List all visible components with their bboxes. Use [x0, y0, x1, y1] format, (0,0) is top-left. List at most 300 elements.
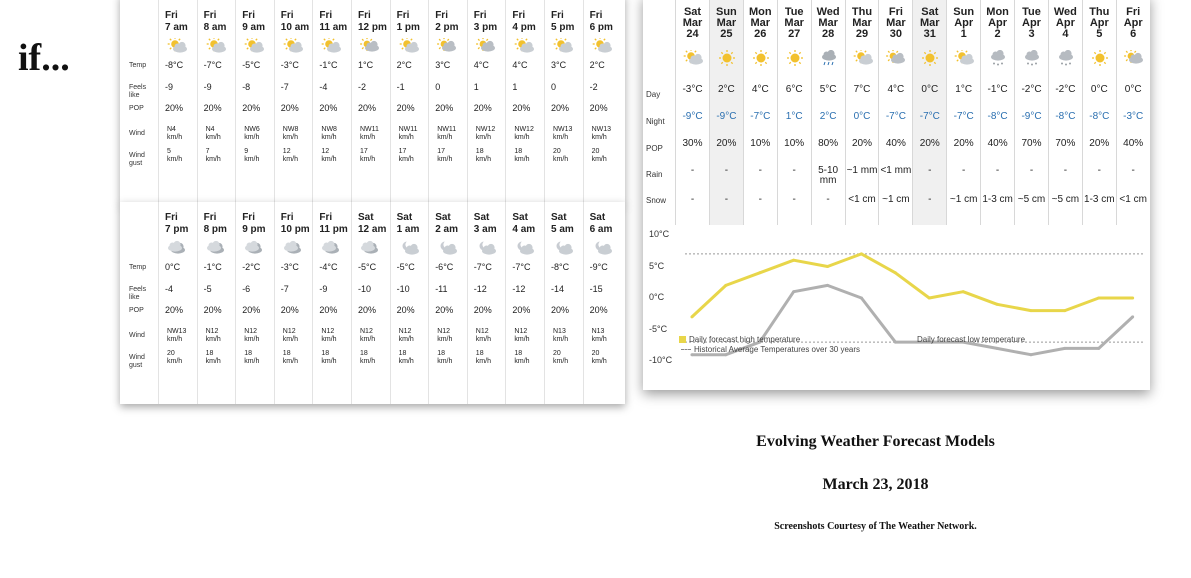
hour-wind-gust: 17 km/h: [398, 148, 414, 163]
hour-column: [390, 202, 428, 404]
hour-wind-gust: 18 km/h: [398, 350, 414, 365]
day-low: 1°C: [785, 111, 803, 122]
cloud-sun-icon: [475, 38, 497, 52]
hour-wind: NW6 km/h: [244, 126, 260, 141]
moon-cloud-icon: [436, 240, 458, 254]
sun-cloud-icon: [282, 38, 304, 52]
hour-pop: 20%: [319, 103, 338, 113]
row-label-gust: Wind gust: [129, 354, 145, 369]
row-label-temp: Temp: [129, 264, 147, 271]
day-low: -9°C: [682, 111, 703, 122]
hour-wind-gust: 7 km/h: [205, 148, 221, 163]
day-of-week: Wed: [1053, 6, 1077, 18]
moon-cloud-icon: [513, 240, 535, 254]
hour-pop: 20%: [165, 305, 184, 315]
hour-wind: NW13 km/h: [591, 126, 612, 141]
row-label-night: Night: [646, 117, 665, 126]
day-date: 25: [720, 28, 733, 40]
hour-feels-like: 1: [473, 82, 479, 92]
hour-feels-like: -9: [165, 82, 174, 92]
day-high: -3°C: [682, 84, 703, 95]
day-snow: ~5 cm: [1051, 194, 1080, 205]
cloudy-night-icon: [166, 240, 188, 254]
hour-wind-gust: 12 km/h: [282, 148, 298, 163]
y-tick-label: 5°C: [649, 260, 665, 271]
sun-cloud-icon: [513, 38, 535, 52]
hour-day: Sat: [473, 212, 490, 223]
hour-day: Sat: [435, 212, 451, 223]
hour-wind-gust: 17 km/h: [437, 148, 453, 163]
hour-wind-gust: 12 km/h: [321, 148, 337, 163]
cloud-sun-icon: [436, 38, 458, 52]
hour-wind-gust: 20 km/h: [553, 350, 569, 365]
high-temperature-point: [860, 252, 863, 255]
moon-cloud-icon: [475, 240, 497, 254]
hour-wind: N12 km/h: [244, 328, 260, 343]
cloudy-night-icon: [243, 240, 265, 254]
hour-temp: -6°C: [435, 262, 454, 272]
hour-day: Fri: [551, 10, 564, 21]
hour-wind-gust: 20 km/h: [591, 350, 607, 365]
hour-day: Sat: [358, 212, 374, 223]
day-low: -7°C: [953, 111, 974, 122]
day-low: -7°C: [919, 111, 940, 122]
hour-time: 12 am: [358, 224, 387, 235]
legend-low: Daily forecast low temperature: [917, 335, 1026, 344]
hour-column: [467, 0, 505, 204]
day-low: -3°C: [1123, 111, 1144, 122]
day-low: -9°C: [1021, 111, 1042, 122]
hour-time: 8 pm: [203, 224, 227, 235]
hour-day: Sat: [551, 212, 567, 223]
hour-wind: N4 km/h: [167, 126, 183, 141]
day-low: 2°C: [819, 111, 837, 122]
hour-column: [312, 0, 350, 204]
row-label-pop: POP: [646, 144, 663, 153]
hour-column: [390, 0, 428, 204]
hour-pop: 20%: [473, 305, 492, 315]
hour-wind: N12 km/h: [514, 328, 530, 343]
y-tick-label: -10°C: [649, 355, 673, 365]
hour-time: 7 am: [165, 22, 188, 33]
day-month: Apr: [1089, 17, 1109, 29]
hour-column: [235, 0, 273, 204]
high-temperature-point: [1131, 297, 1134, 300]
legend-high: Daily forecast high temperature: [679, 335, 800, 344]
low-temperature-point: [1131, 315, 1134, 318]
day-low: 0°C: [853, 111, 871, 122]
hour-wind: N12 km/h: [205, 328, 221, 343]
day-high: -2°C: [1021, 84, 1042, 95]
hour-wind-gust: 18 km/h: [437, 350, 453, 365]
day-rain: -: [1131, 165, 1135, 176]
day-of-week: Sat: [921, 6, 939, 18]
hour-feels-like: -10: [396, 284, 410, 294]
hour-column: [351, 202, 389, 404]
hour-wind: NW12 km/h: [475, 126, 496, 141]
hour-wind-gust: 20 km/h: [167, 350, 183, 365]
day-date: 27: [788, 28, 801, 40]
hour-temp: -7°C: [473, 262, 492, 272]
day-snow: -: [758, 194, 762, 205]
day-month: Mar: [682, 17, 703, 29]
day-snow: 1-3 cm: [1084, 194, 1115, 205]
high-temperature-point: [792, 259, 795, 262]
hour-pop: 20%: [551, 103, 570, 113]
hour-feels-like: 0: [435, 82, 441, 92]
hour-temp: 3°C: [435, 60, 451, 70]
hour-temp: 4°C: [473, 60, 489, 70]
hour-pop: 20%: [203, 305, 222, 315]
sun-cloud-icon: [320, 38, 342, 52]
day-rain: -: [758, 165, 762, 176]
hour-column: [197, 202, 235, 404]
day-date: 31: [923, 28, 936, 40]
hour-wind-gust: 18 km/h: [360, 350, 376, 365]
hour-day: Fri: [203, 10, 217, 21]
hour-day: Sat: [396, 212, 413, 223]
high-temperature-line: [692, 254, 1133, 317]
hourly-forecast-panel-2: [120, 202, 625, 404]
row-label-gust: Wind gust: [129, 152, 145, 167]
hour-wind-gust: 18 km/h: [244, 350, 260, 365]
hour-day: Fri: [280, 212, 294, 223]
moon-cloud-icon: [591, 240, 613, 254]
day-rain: -: [928, 165, 932, 176]
day-month: Apr: [988, 17, 1008, 29]
day-date: 6: [1130, 28, 1137, 40]
low-temperature-point: [860, 297, 863, 300]
hour-feels-like: -2: [358, 82, 367, 92]
day-of-week: Thu: [851, 6, 873, 18]
day-snow: <1 cm: [1119, 194, 1147, 205]
low-temperature-point: [996, 347, 999, 350]
hour-wind: NW11 km/h: [398, 126, 418, 141]
day-rain: -: [962, 165, 966, 176]
hour-wind-gust: 18 km/h: [205, 350, 221, 365]
day-rain: -: [1029, 165, 1034, 176]
day-low: -9°C: [716, 111, 737, 122]
hour-feels-like: -5: [203, 284, 212, 294]
day-pop: 20%: [1089, 138, 1110, 149]
day-low: -8°C: [1055, 111, 1076, 122]
day-pop: 10%: [750, 138, 771, 149]
day-rain: -: [1097, 165, 1101, 176]
hour-pop: 20%: [242, 305, 261, 315]
hour-feels-like: -11: [435, 284, 448, 294]
high-temperature-point: [996, 303, 999, 306]
day-rain: -: [792, 165, 796, 176]
hour-wind: N4 km/h: [205, 126, 221, 141]
hour-day: Sat: [589, 212, 606, 223]
row-label-feels: Feels like: [129, 286, 147, 301]
low-temperature-point: [1063, 347, 1066, 350]
hour-feels-like: -14: [551, 284, 565, 294]
hour-time: 2 pm: [435, 22, 459, 33]
hour-pop: 20%: [512, 103, 531, 113]
daily-forecast-panel: [643, 0, 1150, 390]
day-month: Mar: [716, 17, 737, 29]
hour-feels-like: -6: [242, 284, 251, 294]
caption-date: March 23, 2018: [822, 476, 929, 493]
row-label-rain: Rain: [646, 170, 663, 179]
hour-pop: 20%: [435, 103, 454, 113]
high-temperature-point: [1063, 309, 1066, 312]
cloudy-night-icon: [205, 240, 227, 254]
day-month: Mar: [886, 17, 906, 29]
hour-time: 12 pm: [358, 22, 387, 33]
hour-wind: NW12 km/h: [514, 126, 534, 141]
row-label-pop: POP: [129, 105, 144, 112]
day-low: -7°C: [885, 111, 906, 122]
day-of-week: Tue: [1022, 6, 1041, 18]
hour-wind: N13 km/h: [553, 328, 569, 343]
high-temperature-point: [928, 297, 931, 300]
hour-time: 1 am: [396, 224, 420, 235]
hour-column: [428, 0, 466, 204]
day-of-week: Wed: [816, 6, 840, 18]
day-pop: 40%: [1123, 138, 1144, 149]
day-snow: -: [724, 194, 729, 205]
legend-high-swatch: [679, 336, 686, 343]
hour-wind: NW13 km/h: [553, 126, 573, 141]
intro-text: if...: [18, 37, 70, 79]
hour-day: Fri: [512, 10, 526, 21]
day-snow: ~1 cm: [949, 194, 978, 205]
low-temperature-point: [826, 284, 829, 287]
day-date: 24: [686, 28, 699, 40]
moon-cloud-icon: [552, 240, 574, 254]
hour-wind-gust: 20 km/h: [553, 148, 569, 163]
hour-temp: 3°C: [551, 60, 567, 70]
hour-wind: NW11 km/h: [360, 126, 379, 141]
hour-feels-like: -15: [589, 284, 603, 294]
hour-day: Fri: [319, 212, 333, 223]
day-date: 28: [821, 28, 835, 40]
hour-temp: -5°C: [242, 60, 261, 70]
hour-feels-like: -9: [319, 284, 328, 294]
day-rain: -: [995, 165, 1000, 176]
day-pop: 20%: [851, 138, 872, 149]
hour-day: Fri: [203, 212, 217, 223]
day-high: 6°C: [785, 84, 803, 95]
hour-pop: 20%: [589, 103, 608, 113]
hour-wind: N12 km/h: [321, 328, 337, 343]
day-rain: 5-10 mm: [818, 165, 839, 186]
day-of-week: Mon: [748, 6, 772, 18]
hour-wind-gust: 18 km/h: [475, 350, 491, 365]
hour-day: Fri: [280, 10, 294, 21]
hour-pop: 20%: [473, 103, 492, 113]
hour-wind-gust: 5 km/h: [167, 148, 183, 163]
hour-temp: -5°C: [396, 262, 415, 272]
row-label-wind: Wind: [129, 130, 145, 137]
hour-column: [505, 202, 543, 404]
day-pop: 20%: [716, 138, 737, 149]
hour-temp: -2°C: [242, 262, 261, 272]
day-of-week: Tue: [784, 6, 804, 18]
hour-time: 4 pm: [512, 22, 536, 33]
cloud-sun-icon: [359, 38, 381, 52]
day-date: 4: [1062, 28, 1069, 40]
hour-pop: 20%: [242, 103, 261, 113]
hour-day: Fri: [589, 10, 603, 21]
hour-pop: 20%: [512, 305, 531, 315]
hour-time: 8 am: [203, 22, 227, 33]
hour-time: 11 am: [319, 22, 348, 33]
hour-pop: 20%: [551, 305, 570, 315]
day-pop: 40%: [885, 138, 906, 149]
day-high: 0°C: [1124, 84, 1142, 95]
legend-historical: Historical Average Temperatures over 30 years: [681, 345, 860, 354]
hour-time: 10 am: [280, 22, 310, 33]
hour-temp: -9°C: [589, 262, 608, 272]
day-month: Apr: [1123, 17, 1143, 29]
hour-temp: -8°C: [165, 60, 184, 70]
hour-column: [274, 202, 312, 404]
day-rain: -: [690, 165, 695, 176]
hour-column: [544, 202, 582, 404]
hour-time: 7 pm: [165, 224, 189, 235]
day-snow: -: [826, 194, 830, 205]
day-of-week: Fri: [888, 6, 903, 18]
day-snow: -: [928, 194, 932, 205]
hour-wind: NW8 km/h: [321, 126, 337, 141]
hour-time: 9 pm: [242, 224, 266, 235]
hour-feels-like: -8: [242, 82, 251, 92]
hour-temp: 0°C: [165, 262, 181, 272]
hour-wind-gust: 9 km/h: [244, 148, 260, 163]
hour-time: 9 am: [242, 22, 265, 33]
hour-time: 4 am: [512, 224, 536, 235]
day-of-week: Thu: [1089, 6, 1110, 18]
day-pop: 10%: [784, 138, 805, 149]
hour-wind: N13 km/h: [591, 328, 607, 343]
hour-wind: NW11 km/h: [437, 126, 457, 141]
hour-temp: -1°C: [203, 262, 222, 272]
hour-day: Fri: [396, 10, 410, 21]
hour-feels-like: -4: [165, 284, 174, 294]
day-rain: ~1 mm: [846, 165, 878, 176]
hour-column: [467, 202, 505, 404]
low-temperature-point: [1029, 353, 1032, 356]
caption-credit: Screenshots Courtesy of The Weather Network.: [774, 521, 977, 532]
day-pop: 70%: [1021, 138, 1042, 149]
day-low: -8°C: [987, 111, 1008, 122]
caption-title: Evolving Weather Forecast Models: [756, 433, 995, 450]
high-temperature-point: [894, 271, 897, 274]
day-snow: ~1 cm: [882, 194, 910, 205]
day-high: 5°C: [819, 84, 837, 95]
hour-temp: -7°C: [203, 60, 222, 70]
day-low: -8°C: [1089, 111, 1110, 122]
hour-time: 11 pm: [319, 224, 348, 235]
hour-wind-gust: 18 km/h: [514, 148, 530, 163]
day-high: 4°C: [887, 84, 905, 95]
day-date: 30: [889, 28, 903, 40]
hour-wind: N12 km/h: [475, 328, 491, 343]
row-label-wind: Wind: [129, 332, 145, 339]
low-temperature-point: [792, 290, 795, 293]
day-rain: <1 mm: [880, 165, 912, 176]
hour-feels-like: -10: [358, 284, 372, 294]
hour-time: 5 am: [551, 224, 574, 235]
hour-pop: 20%: [203, 103, 222, 113]
hour-temp: 2°C: [396, 60, 412, 70]
hour-wind: NW8 km/h: [282, 126, 299, 141]
day-month: Mar: [920, 17, 940, 29]
day-high: 0°C: [921, 84, 939, 95]
day-date: 1: [960, 28, 967, 40]
hour-pop: 20%: [358, 305, 377, 315]
hour-column: [351, 0, 389, 204]
hour-time: 3 am: [473, 224, 497, 235]
hour-time: 6 pm: [589, 22, 613, 33]
hour-column: [583, 0, 621, 204]
hour-column: [505, 0, 543, 204]
sun-cloud-icon: [591, 38, 613, 52]
hour-column: [312, 202, 350, 404]
day-date: 3: [1028, 28, 1035, 40]
hour-day: Fri: [165, 212, 178, 223]
hour-temp: -3°C: [280, 262, 299, 272]
day-month: Apr: [954, 17, 974, 29]
hour-temp: 2°C: [589, 60, 605, 70]
low-temperature-point: [894, 341, 897, 344]
row-label-temp: Temp: [129, 62, 147, 69]
hour-temp: 4°C: [512, 60, 528, 70]
day-pop: 80%: [818, 138, 839, 149]
hour-temp: -7°C: [512, 262, 531, 272]
hour-wind: N12 km/h: [360, 328, 376, 343]
hour-feels-like: -12: [473, 284, 487, 294]
day-pop: 20%: [953, 138, 974, 149]
high-temperature-point: [962, 290, 965, 293]
hour-wind: N12 km/h: [282, 328, 298, 343]
hour-wind-gust: 18 km/h: [475, 148, 491, 163]
hour-feels-like: -2: [589, 82, 598, 92]
hour-temp: -8°C: [551, 262, 570, 272]
y-tick-label: 0°C: [649, 292, 665, 302]
hour-time: 1 pm: [396, 22, 420, 33]
low-temperature-point: [1097, 347, 1100, 350]
hour-day: Fri: [473, 10, 487, 21]
hour-pop: 20%: [280, 103, 299, 113]
cloudy-night-icon: [320, 240, 342, 254]
hour-pop: 20%: [396, 103, 415, 113]
sun-cloud-icon: [398, 38, 420, 52]
day-of-week: Sat: [683, 6, 702, 18]
hour-temp: -3°C: [280, 60, 299, 70]
hour-column: [158, 202, 196, 404]
day-date: 5: [1096, 28, 1103, 40]
row-label-feels: Feels like: [129, 84, 147, 99]
high-temperature-point: [826, 265, 829, 268]
day-pop: 40%: [987, 138, 1008, 149]
hour-pop: 20%: [280, 305, 299, 315]
day-high: -2°C: [1055, 84, 1076, 95]
hour-pop: 20%: [396, 305, 415, 315]
day-month: Apr: [1055, 17, 1075, 29]
day-snow: 1-3 cm: [982, 194, 1013, 205]
hour-temp: -1°C: [319, 60, 338, 70]
day-snow: -: [792, 194, 796, 205]
hour-day: Fri: [358, 10, 371, 21]
hour-wind-gust: 18 km/h: [514, 350, 530, 365]
hour-wind-gust: 18 km/h: [321, 350, 337, 365]
hour-temp: -5°C: [358, 262, 377, 272]
hour-feels-like: -4: [319, 82, 328, 92]
